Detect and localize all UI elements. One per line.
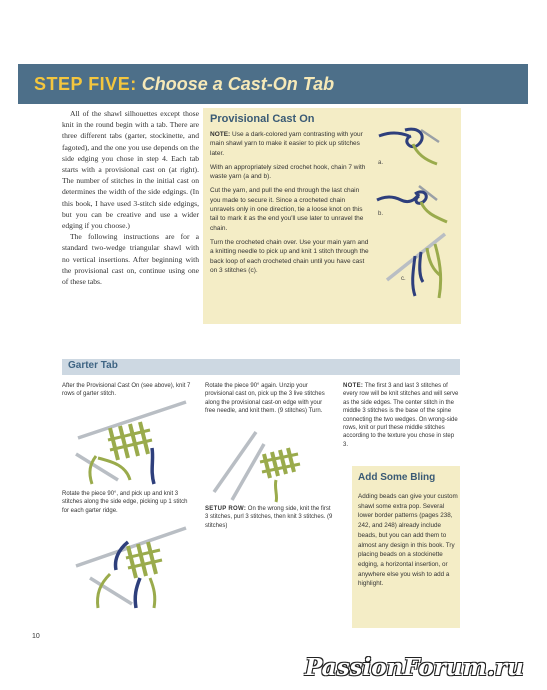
page-number: 10 xyxy=(32,633,40,640)
intro-paragraph-1: All of the shawl silhouettes except those knit in the round begin with a tab. There are three different tabs (garter, stockinette, and fagoted), and the one you use depends on the side edging you chose in step 4. Each tab starts with a provisional cast on (at right). The number of stitches in the initial cast on determines the width of the side edgings. (In this book, I have used 3-stitch side edgings, but you can be creative and use a wider edging if you choose.) xyxy=(62,109,199,231)
provisional-step-1: With an appropriately sized crochet hook, chain 7 with waste yarn (a and b). xyxy=(210,163,366,181)
provisional-title: Provisional Cast On xyxy=(210,113,315,125)
crochet-chain-illustration-b xyxy=(375,180,455,230)
note-label: NOTE: xyxy=(210,131,231,138)
garter-tab-bar xyxy=(62,359,460,375)
setup-row-text: SETUP ROW: On the wrong side, knit the first 3 stitches, purl 3 stitches, then knit 3 stitches. (9 stitches) xyxy=(205,506,333,529)
garter-col1-bottom: Rotate the piece 90°, and pick up and knit 3 stitches along the side edge, picking up 1 stitch for each garter ridge. xyxy=(62,491,188,514)
provisional-note: NOTE: Use a dark-colored yarn contrasting with your main shawl yarn to make it easier to pick up stitches later. xyxy=(210,131,363,157)
bling-text: Adding beads can give your custom shawl some extra pop. Several lower border patterns (pages 238, 242, and 248) already include beads, but you can add them to almost any design in this book. Try placing beads on a stockinette edging, a horizontal insertion, or anywhere else you wish to add a highlight. xyxy=(358,493,458,588)
garter-col1-top: After the Provisional Cast On (see above), knit 7 rows of garter stitch. xyxy=(62,383,191,398)
figure-label-a: a. xyxy=(378,160,384,166)
figure-label-b: b. xyxy=(378,211,384,217)
provisional-step-3: Turn the crocheted chain over. Use your main yarn and a knitting needle to pick up and knit 1 stitch through the back loop of each crocheted chain until you have cast on 3 stitches (c). xyxy=(210,238,369,274)
intro-text xyxy=(62,108,199,287)
step-label: STEP FIVE: xyxy=(34,74,137,94)
garter-col2-top: Rotate the piece 90° again. Unzip your provisional cast on, pick up the 3 live stitches along the provisional cast-on edge with your free needle, and knit them. (9 stitches) Turn. xyxy=(205,383,325,415)
page-title xyxy=(34,73,334,95)
garter-knitting-illustration-1 xyxy=(68,400,188,484)
setup-row-label: SETUP ROW: xyxy=(205,506,247,512)
crochet-chain-illustration-a xyxy=(375,122,455,172)
garter-note: NOTE: The first 3 and last 3 stitches of every row will be knit stitches and will serve as the side edges. The center stitch in the middle 3 stitches is the base of the spine connecting the two wedges. On wrong-side rows, knit or purl these middle stitches according to the texture you chose in step 3. xyxy=(343,383,459,448)
needle-cast-on-illustration-c xyxy=(385,232,455,302)
provisional-instructions xyxy=(210,130,370,280)
step-subtitle: Choose a Cast-On Tab xyxy=(141,74,335,94)
provisional-step-2: Cut the yarn, and pull the end through the last chain you made to secure it. Since a crocheted chain unravels only in one direction, tie a loose knot on this tail to mark it as the end you'll use later to unravel the chain. xyxy=(210,187,364,232)
garter-knitting-illustration-3 xyxy=(210,430,314,502)
watermark: PassionForum.ru xyxy=(305,654,524,681)
bling-title: Add Some Bling xyxy=(358,472,436,483)
garter-knitting-illustration-2 xyxy=(70,520,190,608)
garter-tab-title: Garter Tab xyxy=(68,360,118,371)
figure-label-c: c. xyxy=(401,276,406,282)
garter-note-label: NOTE: xyxy=(343,383,364,389)
intro-paragraph-2: The following instructions are for a standard two-wedge triangular shawl with no vertical insertions. After beginning with the provisional cast on, continue using one of these tabs. xyxy=(62,232,199,287)
